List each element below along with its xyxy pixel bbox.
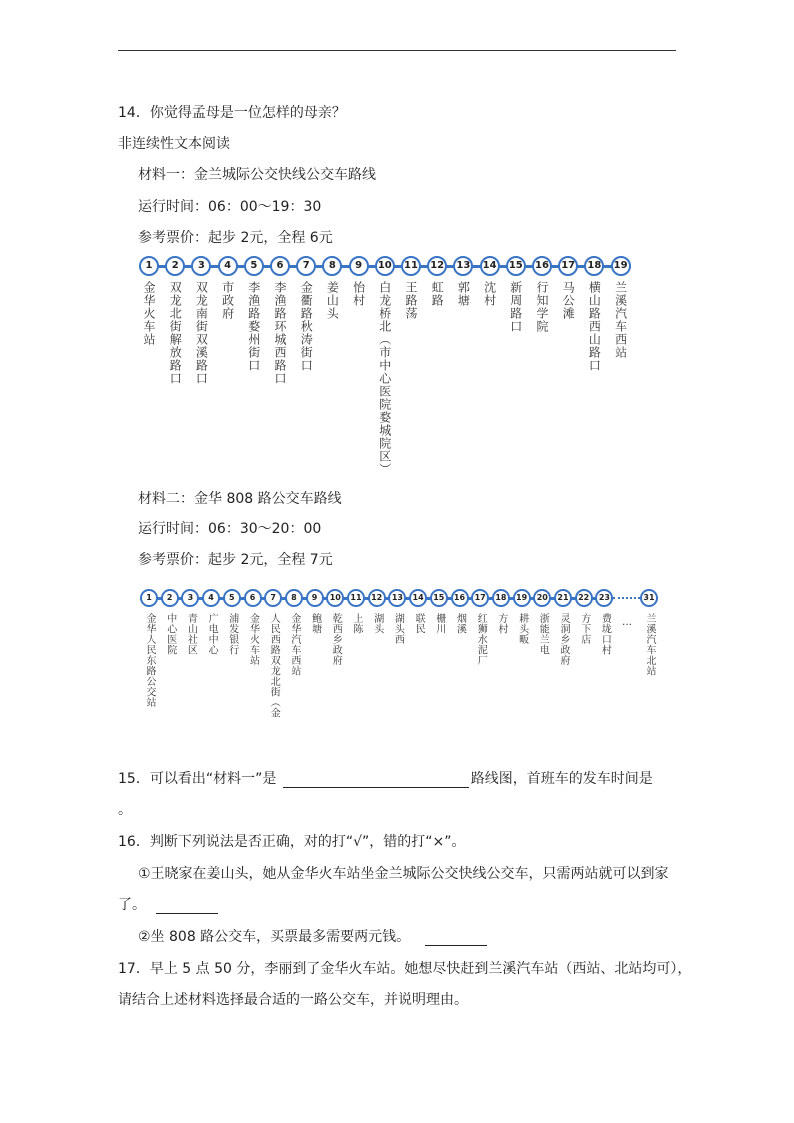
stop-number: 5 xyxy=(244,256,264,276)
q16-s2-text: ②坐 808 路公交车，买票最多需要两元钱。 xyxy=(138,929,411,945)
material-2-fare: 参考票价：起步 2元，全程 7元 xyxy=(138,552,333,568)
q16-blank-1[interactable] xyxy=(156,899,218,914)
stop-number: 1 xyxy=(139,256,159,276)
stop-name: 烟溪 xyxy=(454,613,466,634)
stop-number: 3 xyxy=(181,589,199,607)
stop-name: 湖头西 xyxy=(392,613,404,645)
stop-number: 19 xyxy=(513,589,531,607)
stop-number: 9 xyxy=(306,589,324,607)
stop-name: 市政府 xyxy=(220,281,235,320)
question-14: 14．你觉得孟母是一位怎样的母亲？ xyxy=(118,105,346,121)
question-15 xyxy=(118,770,653,788)
stop-name: 方村 xyxy=(495,613,507,634)
stop-name: 人民西路双龙北街︵金 xyxy=(268,613,280,718)
q15-end: 。 xyxy=(118,802,132,818)
stop-name: 李渔路婺州街口 xyxy=(246,281,261,372)
stop-name: 行知学院 xyxy=(535,281,549,333)
stop-number: 31 xyxy=(640,589,658,607)
stop-name: 金衢路秋涛街口 xyxy=(299,281,314,372)
stop-number: 20 xyxy=(533,589,551,607)
stop-number: 19 xyxy=(611,256,631,276)
stop-name: 郭塘 xyxy=(456,281,471,307)
stop-number: 11 xyxy=(347,589,365,607)
stop-number: 17 xyxy=(558,256,578,276)
stop-ellipsis: … xyxy=(622,617,633,628)
route-line-dotted xyxy=(613,597,640,599)
stop-name: 广电中心 xyxy=(206,613,218,655)
stop-number: 16 xyxy=(532,256,552,276)
stop-number: 16 xyxy=(451,589,469,607)
stop-number: 5 xyxy=(223,589,241,607)
stop-number: 18 xyxy=(584,256,604,276)
stop-number: 8 xyxy=(322,256,342,276)
stop-number: 22 xyxy=(575,589,593,607)
stop-name: 费垅口村 xyxy=(599,613,611,655)
stop-number: 2 xyxy=(165,256,185,276)
stop-number: 7 xyxy=(264,589,282,607)
stop-name: 横山路西山路口 xyxy=(587,281,602,372)
stop-number: 13 xyxy=(453,256,473,276)
stop-name: 姜山头 xyxy=(325,281,340,320)
stop-number: 7 xyxy=(296,256,316,276)
stop-name: 金华火车站 xyxy=(247,613,259,666)
stop-name: 联民 xyxy=(413,613,425,634)
stop-name: 青山社区 xyxy=(185,613,197,655)
stop-name: 虹路 xyxy=(430,281,445,307)
stop-number: 23 xyxy=(595,589,613,607)
material-1-time: 运行时间：06：00～19：30 xyxy=(138,199,322,215)
stop-name: 双龙南街双溪路口 xyxy=(194,281,209,385)
material-2-title: 材料二：金华 808 路公交车路线 xyxy=(138,491,342,507)
stop-number: 15 xyxy=(506,256,526,276)
stop-name: 白龙桥北︵市中心医院婺城院区︶ xyxy=(377,281,392,476)
material-1-title: 材料一：金兰城际公交快线公交车路线 xyxy=(138,167,376,183)
stop-name: 双龙北街解放路口 xyxy=(168,281,183,385)
question-16: 16．判断下列说法是否正确，对的打“√”，错的打“×”。 xyxy=(118,834,466,850)
q16-blank-2[interactable] xyxy=(425,931,487,946)
stop-number: 21 xyxy=(554,589,572,607)
material-2-time: 运行时间：06：30～20：00 xyxy=(138,521,322,537)
stop-name: 金华汽车西站 xyxy=(288,613,300,676)
stop-number: 4 xyxy=(202,589,220,607)
stop-number: 14 xyxy=(480,256,500,276)
q15-text-b: 路线图，首班车的发车时间是 xyxy=(470,771,653,787)
stop-name: 耕头畈 xyxy=(516,613,528,645)
q16-s1-end-text: 了。 xyxy=(118,897,146,913)
stop-number: 6 xyxy=(270,256,290,276)
stop-name: 浦发银行 xyxy=(226,613,238,655)
stop-number: 12 xyxy=(368,589,386,607)
stop-number: 14 xyxy=(409,589,427,607)
stop-name: 上陈 xyxy=(351,613,362,634)
question-17-line-2: 请结合上述材料选择最合适的一路公交车，并说明理由。 xyxy=(118,992,468,1008)
material-1-fare: 参考票价：起步 2元，全程 6元 xyxy=(138,230,333,246)
stop-name: 中心医院 xyxy=(164,613,176,655)
stop-name: 沈村 xyxy=(482,281,497,307)
stop-number: 18 xyxy=(492,589,510,607)
stop-number: 3 xyxy=(191,256,211,276)
stop-number: 2 xyxy=(161,589,179,607)
q16-statement-2 xyxy=(138,928,487,946)
stop-number: 9 xyxy=(349,256,369,276)
stop-number: 17 xyxy=(471,589,489,607)
stop-name: 方下店 xyxy=(578,613,590,645)
q16-statement-1-end xyxy=(118,896,218,914)
q16-statement-1: ①王晓家在姜山头，她从金华火车站坐金兰城际公交快线公交车，只需两站就可以到家 xyxy=(138,866,669,882)
stop-number: 8 xyxy=(285,589,303,607)
stop-name: 鲍塘 xyxy=(309,613,321,634)
stop-number: 10 xyxy=(326,589,344,607)
stop-name: 湖头 xyxy=(371,613,383,634)
stop-name: 红狮水泥厂 xyxy=(475,613,487,666)
stop-name: 浙能兰电 xyxy=(537,613,549,655)
stop-number: 12 xyxy=(427,256,447,276)
question-17-line-1: 17．早上 5 点 50 分，李丽到了金华火车站。她想尽快赶到兰溪汽车站（西站、北站均可）， xyxy=(118,961,692,977)
stop-number: 10 xyxy=(375,256,395,276)
stop-number: 15 xyxy=(430,589,448,607)
stop-name: 李渔路环城西路口 xyxy=(273,281,287,385)
stop-name: 金华火车站 xyxy=(142,281,156,346)
stop-name: 新周路口 xyxy=(508,281,523,333)
stop-number: 4 xyxy=(218,256,238,276)
stop-number: 1 xyxy=(140,589,158,607)
section-title: 非连续性文本阅读 xyxy=(118,136,230,152)
stop-number: 13 xyxy=(388,589,406,607)
stop-name: 马公滩 xyxy=(561,281,576,320)
stop-number: 11 xyxy=(401,256,421,276)
stop-name: 灵洞乡政府 xyxy=(558,613,569,666)
stop-name: 兰溪汽车北站 xyxy=(644,613,655,676)
q15-blank-1[interactable] xyxy=(283,773,469,788)
q15-text-a: 15．可以看出“材料一”是 xyxy=(118,771,277,787)
stop-name: 金华人民东路公交站 xyxy=(144,613,155,708)
stop-name: 王路荡 xyxy=(404,281,418,320)
stop-number: 6 xyxy=(244,589,262,607)
stop-name: 怡村 xyxy=(351,281,366,307)
stop-name: 兰溪汽车西站 xyxy=(613,281,628,359)
stop-name: 乾西乡政府 xyxy=(330,613,342,666)
stop-name: 栅川 xyxy=(433,613,445,634)
